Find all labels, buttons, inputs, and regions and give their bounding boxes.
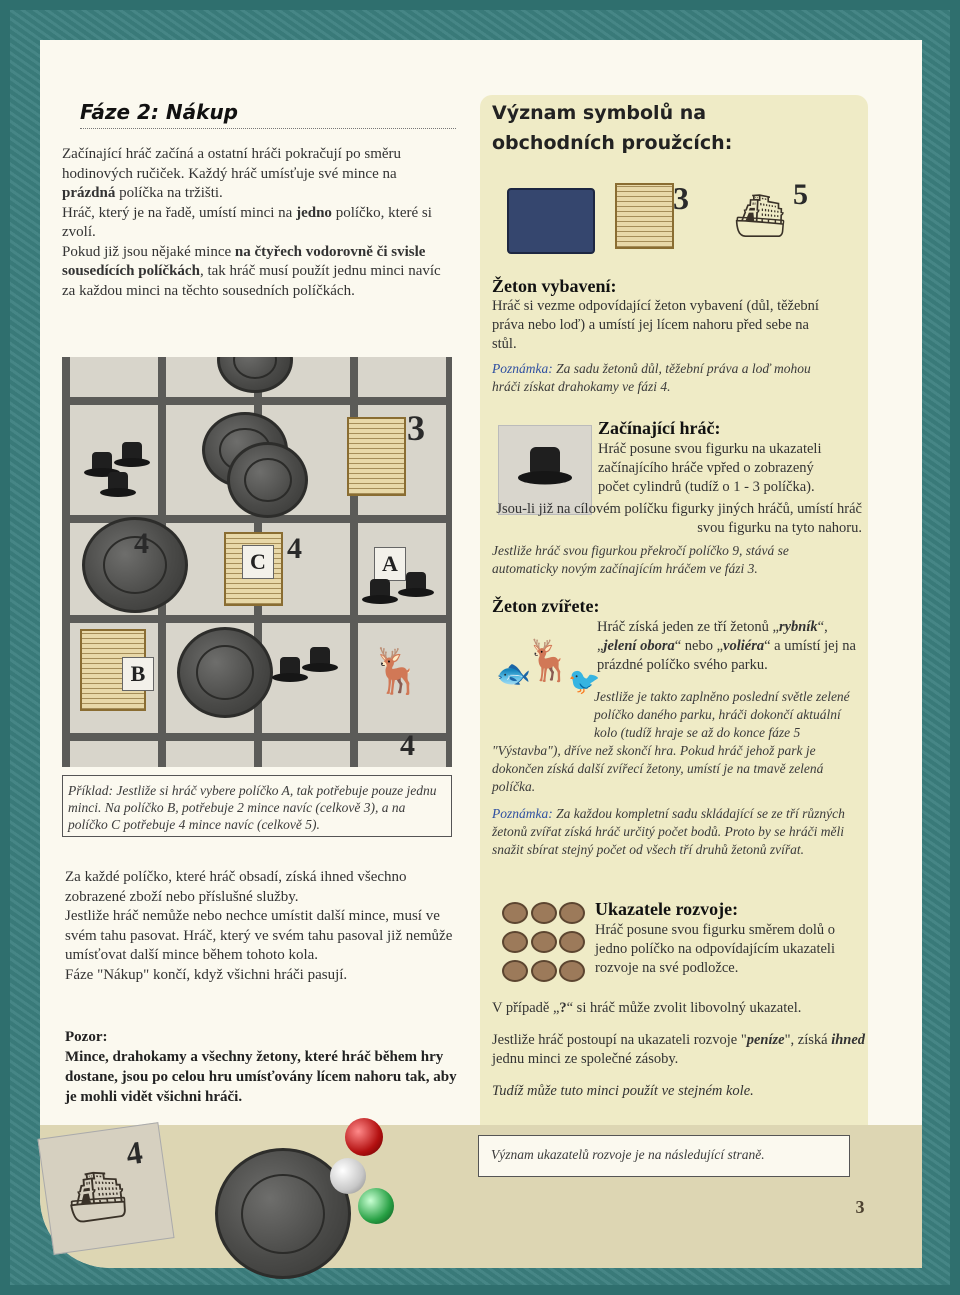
equipment-text: Hráč si vezme odpovídající žeton vybavení (důl, těžební práva nebo loď) a umístí jej lícem nahoru před sebe na stůl.: [492, 298, 819, 352]
market-grid-image: [62, 357, 452, 767]
phase-heading: Fáze 2: Nákup: [80, 100, 456, 129]
development-money: Jestliže hráč postoupí na ukazateli rozvoje "peníze", získá ihned jednu minci ze společné zásoby.: [492, 1032, 866, 1067]
ship-tile-image: [37, 1122, 174, 1255]
grid-label-c: C: [242, 545, 274, 579]
start-player-title: Začínající hráč:: [598, 418, 721, 438]
start-player-text-2: Jsou-li již na cílovém políčku figurky jiných hráčů, umístí hráč svou figurku na tyto nahoru.: [496, 501, 862, 536]
paragraph-4: Za každé políčko, které hráč obsadí, získá ihned všechno zobrazené zboží nebo příslušné služby.: [65, 869, 407, 905]
equipment-note-label: Poznámka:: [492, 361, 553, 376]
symbol-number-5: 5: [793, 178, 808, 211]
development-money-2: Tudíž může tuto minci použít ve stejném kole.: [492, 1083, 754, 1099]
grid-label-a: A: [374, 547, 406, 581]
grid-number-4b: 4: [287, 532, 302, 565]
steamship-icon: ⛴: [733, 194, 787, 240]
grid-number-4a: 4: [134, 527, 149, 560]
paragraph-5: Jestliže hráč nemůže nebo nechce umístit další mince, musí ve svém tahu pasovat. Hráč, který ve svém tahu pasoval již nemůže umísťovat další mince během tohoto kola.: [65, 908, 453, 963]
development-text: Hráč posune svou figurku směrem dolů o jedno políčko na odpovídajícím ukazateli rozvoje na své podložce.: [595, 922, 836, 976]
white-gem-icon: [330, 1158, 366, 1194]
fish-icon: 🐟: [496, 659, 531, 690]
green-gem-icon: [358, 1188, 394, 1224]
symbol-strip-image: [505, 178, 825, 263]
left-rules: [65, 868, 457, 985]
start-player-note: Jestliže hráč svou figurkou překročí políčko 9, stává se automaticky novým začínajícím hráčem ve fázi 3.: [492, 543, 789, 576]
development-title: Ukazatele rozvoje:: [595, 899, 739, 919]
warning-block: [65, 1027, 460, 1107]
stag-icon: 🦌: [369, 647, 425, 696]
paragraph-3: Pokud již jsou nějaké mince na čtyřech vodorovně či svisle sousedících políčkách, tak hráč musí použít jednu minci navíc za každou minci na těchto sousedních políčkách.: [62, 243, 441, 299]
warning-text: Mince, drahokamy a všechny žetony, které hráč během hry dostane, jsou po celou hru umísťovány lícem nahoru tak, aby je mohli vidět všichni hráči.: [65, 1049, 457, 1105]
page-number: 3: [855, 1197, 865, 1217]
animal-note: Jestliže je takto zaplněno poslední světle zelené políčko daného parku, hráči dokončí aktuální kolo (tudíž hraje se až do konce fáze 5 "Výstavba"), dříve než skončí hra. Pokud hráč jehož park je dokončen získá další zvířecí žetony, umístí je na tmavě zelená políčka.: [492, 689, 850, 794]
grid-label-b: B: [122, 657, 154, 691]
start-player-text: Hráč posune svou figurku na ukazateli začínajícího hráče vpřed o zobrazený počet cylindrů (tudíž o 1 - 3 políčka).: [598, 441, 822, 495]
paragraph-2: Hráč, který je na řadě, umístí minci na jedno políčko, které si zvolí.: [62, 204, 432, 240]
animal-text: Hráč získá jeden ze tří žetonů „rybník“, „jelení obora“ nebo „voliéra“ a umístí jej na prázdné políčko svého parku.: [597, 619, 856, 673]
top-hat-icon: [518, 447, 572, 489]
animal-note-2: Poznámka: Za každou kompletní sadu skládající se ze tří různých žetonů zvířat získá hráč určitý počet bodů. Proto by se hráči měli snažit sbírat stejný počet od všech tří druhů žetonů zvířat.: [492, 806, 845, 857]
development-question: V případě „?“ si hráč může zvolit libovolný ukazatel.: [492, 1000, 802, 1016]
animal-note-2-label: Poznámka:: [492, 806, 553, 821]
symbols-heading: Význam symbolů na obchodních proužcích:: [492, 102, 733, 154]
footer-note: Význam ukazatelů rozvoje je na následující straně.: [478, 1135, 850, 1177]
equipment-title: Žeton vybavení:: [492, 276, 617, 296]
mine-cart-icon: [507, 188, 595, 254]
example-box: Příklad: Jestliže si hráč vybere políčko A, tak potřebuje pouze jednu minci. Na políčko B, potřebuje 2 mince navíc (celkově 3), a na políčko C potřebuje 4 mince navíc (celkově 5).: [62, 775, 452, 837]
ship-icon: ⛴: [63, 1166, 131, 1228]
paragraph-6: Fáze "Nákup" končí, když všichni hráči pasují.: [65, 966, 348, 983]
grid-number-4c: 4: [400, 729, 415, 762]
paragraph-1: Začínající hráč začíná a ostatní hráči pokračují po směru hodinových ručiček. Každý hráč umísťuje své mince na prázdná políčka na tržišti.: [62, 146, 402, 201]
deer-icon: 🦌: [524, 638, 574, 683]
development-tokens-image: [497, 897, 587, 987]
tile-number-4: 4: [123, 1133, 145, 1172]
red-gem-icon: [345, 1118, 383, 1156]
bird-icon: 🐦: [568, 667, 601, 696]
left-intro: [62, 145, 452, 301]
equipment-note: Poznámka: Za sadu žetonů důl, těžební práva a loď mohou hráči získat drahokamy ve fázi 4.: [492, 361, 811, 394]
grid-number-3: 3: [407, 408, 425, 448]
animal-title: Žeton zvířete:: [492, 596, 600, 616]
warning-title: Pozor:: [65, 1029, 108, 1045]
symbol-number-3: 3: [673, 180, 689, 216]
